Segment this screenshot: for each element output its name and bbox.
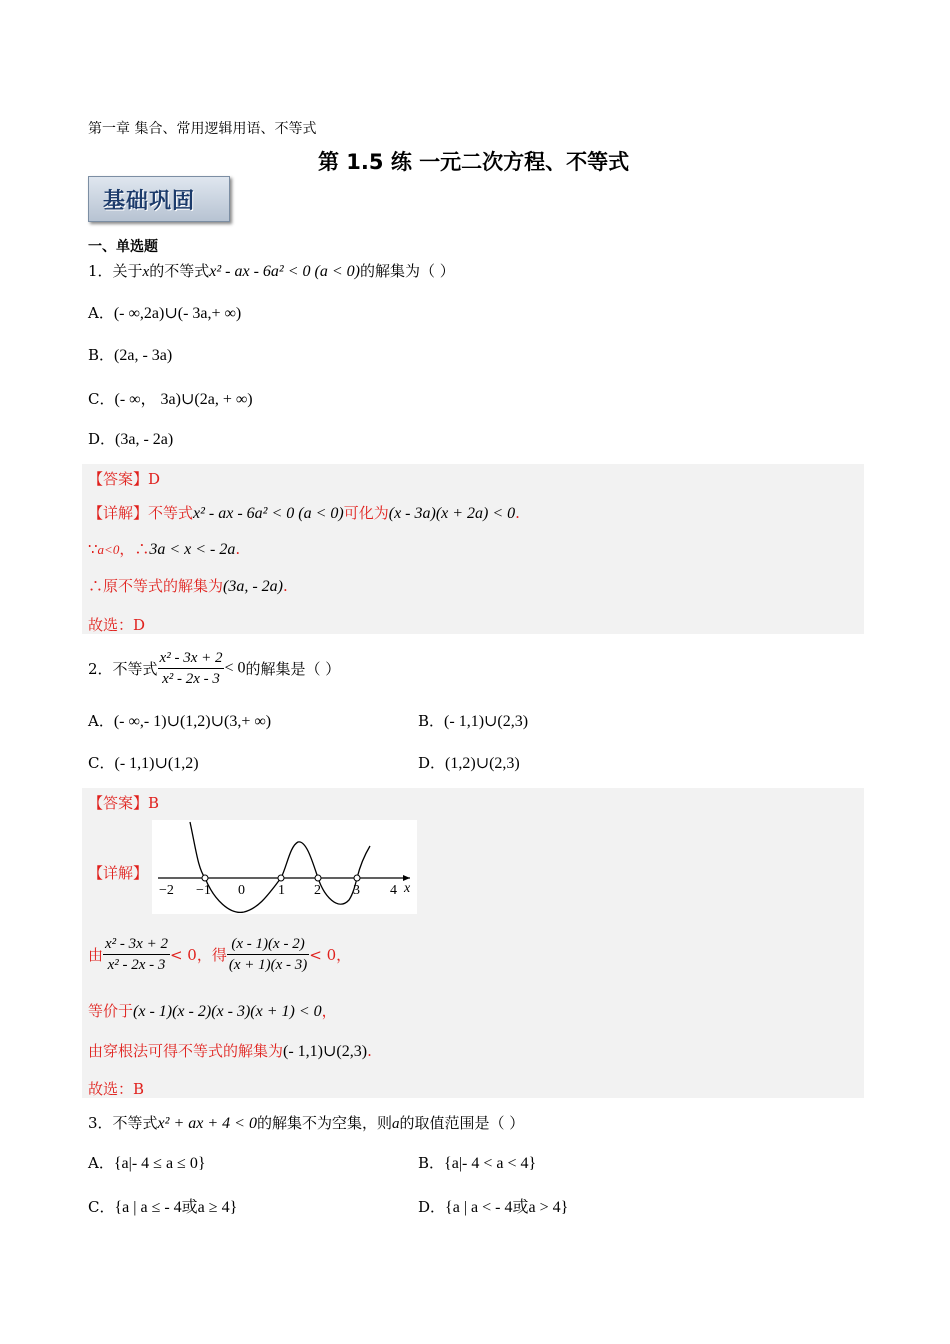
- q2-stem-suffix: 的解集是（ ）: [245, 660, 341, 678]
- q2-line1-pre: 由: [88, 946, 104, 964]
- option-text: (2a, - 3a): [114, 347, 173, 364]
- tick-label: 3: [353, 883, 360, 898]
- tick-label: 1: [278, 883, 285, 898]
- q2-line2-pre: 等价于: [88, 1002, 134, 1020]
- q1-detail-mid: 可化为: [343, 504, 389, 522]
- fraction-denominator: x² - 2x - 3: [107, 957, 166, 973]
- q3-stem-prefix: 3．不等式: [88, 1114, 158, 1132]
- option-label: A．: [88, 304, 114, 322]
- q1-detail-line3: ∴原不等式的解集为(3a, - 2a).: [88, 577, 288, 595]
- q1-answer: 【答案】D: [88, 470, 161, 488]
- q2-stem-prefix: 2．不等式: [88, 660, 158, 678]
- option-text: {a | a < - 4或a > 4}: [445, 1199, 569, 1216]
- tick-label: −2: [159, 883, 174, 898]
- q1-stem: [88, 260, 455, 281]
- option-text: (- ∞,2a)∪(- 3a,+ ∞): [113, 305, 242, 322]
- q2-detail-line2: 等价于(x - 1)(x - 2)(x - 3)(x + 1) < 0，: [88, 1002, 337, 1020]
- q1-detail-line2: ∵a<0，∴3a < x < - 2a.: [88, 540, 241, 558]
- root-marker: [278, 875, 284, 881]
- option-label: B．: [418, 1154, 445, 1172]
- therefore-symbol: ，∴: [119, 540, 150, 558]
- option-label: D．: [88, 430, 116, 448]
- q2-detail-line1: [88, 934, 351, 975]
- q2-option-a: [88, 710, 271, 731]
- fraction-numerator: x² - 3x + 2: [158, 648, 225, 669]
- option-label: C．: [88, 1198, 115, 1216]
- q3-stem: [88, 1112, 524, 1133]
- fraction-numerator: (x - 1)(x - 2): [227, 934, 309, 955]
- q2-line1-lt: < 0，得: [169, 946, 227, 964]
- q3-option-a: [88, 1152, 206, 1173]
- q1-detail-math1: x² - ax - 6a² < 0 (a < 0): [193, 505, 344, 522]
- q1-line2-cond: a<0: [97, 542, 120, 557]
- q2-stem: [88, 648, 340, 689]
- q2-stem-fraction: [158, 648, 225, 689]
- q2-line2-math: (x - 1)(x - 2)(x - 3)(x + 1) < 0: [133, 1003, 322, 1020]
- option-text: (- 1,1)∪(2,3): [444, 713, 529, 730]
- q1-option-d: [88, 428, 173, 449]
- option-text: {a|- 4 < a < 4}: [444, 1155, 537, 1172]
- q2-line3-math: (- 1,1)∪(2,3): [283, 1043, 368, 1060]
- graph-background: [152, 820, 417, 914]
- root-marker: [315, 875, 321, 881]
- q1-detail: 【详解】不等式x² - ax - 6a² < 0 (a < 0)可化为(x - 3a)(x + 2a) < 0.: [88, 504, 520, 522]
- option-text: (- 1,1)∪(1,2): [114, 755, 199, 772]
- axis-label: x: [404, 881, 411, 896]
- q3-option-d: [418, 1194, 568, 1217]
- section-heading: 一、单选题: [88, 239, 158, 255]
- q1-stem-suffix: 的解集为（ ）: [359, 262, 455, 280]
- because-symbol: ∵: [88, 540, 98, 558]
- badge-label: 基础巩固: [103, 189, 196, 214]
- option-label: D．: [418, 754, 446, 772]
- option-label: A．: [88, 712, 114, 730]
- chapter-heading: 第一章 集合、常用逻辑用语、不等式: [88, 121, 317, 137]
- q1-choose: 故选：D: [88, 616, 146, 634]
- q2-option-b: [418, 710, 528, 731]
- q1-detail-label: 【详解】不等式: [88, 504, 194, 522]
- tick-label: 2: [314, 883, 321, 898]
- q2-line1-fraction: [103, 934, 170, 975]
- q1-line3-math: (3a, - 2a): [223, 578, 283, 595]
- section-badge: [88, 176, 230, 222]
- q1-option-a: [88, 302, 241, 323]
- q1-stem-prefix: 1．关于: [88, 262, 143, 280]
- q3-stem-math: x² + ax + 4 < 0: [157, 1115, 257, 1132]
- tick-label: 0: [238, 883, 245, 898]
- q1-option-c: [88, 386, 253, 409]
- q3-stem-mid: 的解集不为空集，则: [256, 1114, 392, 1132]
- q1-detail-math2: (x - 3a)(x + 2a) < 0: [388, 505, 516, 522]
- q2-option-d: [418, 752, 520, 773]
- q3-stem-suffix: 的取值范围是（ ）: [399, 1114, 525, 1132]
- option-label: D．: [418, 1198, 446, 1216]
- root-marker: [202, 875, 208, 881]
- q2-line1-end: < 0，: [309, 946, 352, 964]
- option-label: C．: [88, 390, 115, 408]
- q2-option-c: [88, 752, 199, 773]
- fraction-numerator: x² - 3x + 2: [103, 934, 170, 955]
- option-label: C．: [88, 754, 115, 772]
- q1-line2-math: 3a < x < - 2a: [149, 541, 236, 558]
- fraction-denominator: (x + 1)(x - 3): [228, 957, 308, 973]
- q1-stem-math: x² - ax - 6a² < 0 (a < 0): [209, 263, 360, 280]
- option-text: {a | a ≤ - 4或a ≥ 4}: [114, 1199, 238, 1216]
- root-crossing-graph: [152, 820, 417, 914]
- option-text: (- ∞， 3a)∪(2a, + ∞): [114, 391, 253, 408]
- q3-stem-var: a: [391, 1116, 400, 1132]
- q3-option-c: [88, 1194, 237, 1217]
- q1-line3-text: ∴原不等式的解集为: [88, 577, 224, 595]
- option-text: {a|- 4 ≤ a ≤ 0}: [113, 1155, 206, 1172]
- tick-label: −1: [196, 883, 211, 898]
- option-label: B．: [88, 346, 115, 364]
- root-marker: [354, 875, 360, 881]
- option-label: A．: [88, 1154, 114, 1172]
- q2-line3-pre: 由穿根法可得不等式的解集为: [88, 1042, 284, 1060]
- q1-stem-var: x: [142, 264, 150, 280]
- q3-option-b: [418, 1152, 536, 1173]
- q2-stem-lt: < 0: [224, 659, 246, 677]
- q2-line1-fraction2: [227, 934, 309, 975]
- q1-stem-mid: 的不等式: [149, 262, 210, 280]
- q2-choose: 故选：B: [88, 1080, 145, 1098]
- q2-answer: 【答案】B: [88, 794, 160, 812]
- tick-label: 4: [390, 883, 397, 898]
- q2-detail-label: 【详解】: [88, 864, 149, 882]
- page-title: 第 1.5 练 一元二次方程、不等式: [318, 150, 630, 174]
- q1-option-b: [88, 344, 172, 365]
- option-text: (3a, - 2a): [115, 431, 174, 448]
- option-text: (1,2)∪(2,3): [445, 755, 520, 772]
- q2-detail-line3: 由穿根法可得不等式的解集为(- 1,1)∪(2,3).: [88, 1042, 372, 1060]
- fraction-denominator: x² - 2x - 3: [162, 671, 220, 687]
- option-label: B．: [418, 712, 445, 730]
- option-text: (- ∞,- 1)∪(1,2)∪(3,+ ∞): [113, 713, 272, 730]
